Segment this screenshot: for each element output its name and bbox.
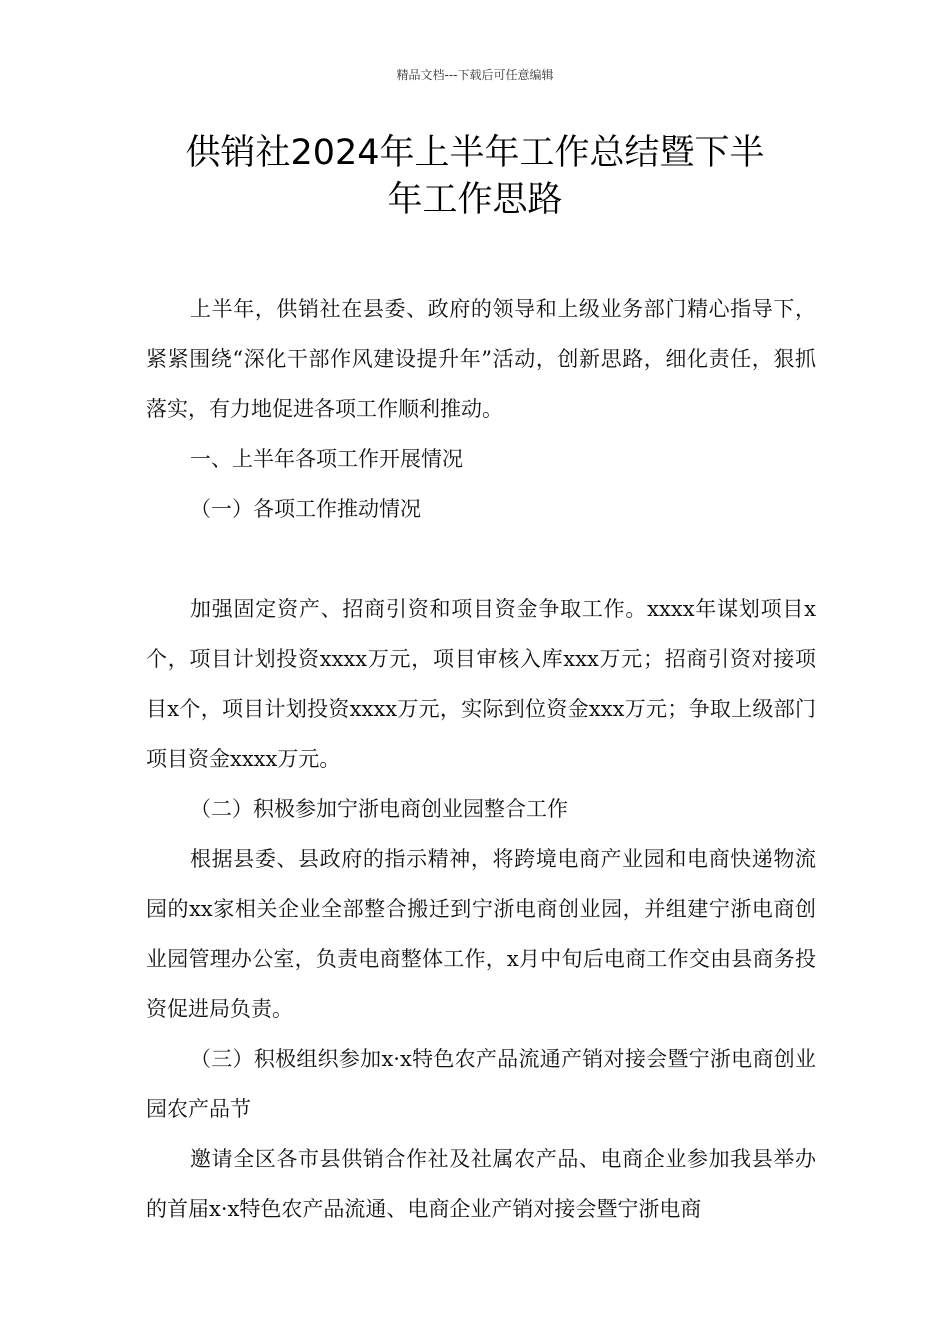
header-note: 精品文档---下载后可任意编辑 (396, 68, 554, 82)
title-line-2: 年工作思路 (387, 180, 563, 220)
section-heading-1: 一、上半年各项工作开展情况 (190, 447, 463, 471)
paragraph-investment: 加强固定资产、招商引资和项目资金争取工作。xxxx年谋划项目x个，项目计划投资xxxx万元，项目审核入库xxx万元；招商引资对接项目x个，项目计划投资xxxx万元，实际到位资金xxx万元；争取上级部门项目资金xxxx万元。 (146, 597, 816, 771)
paragraph-intro: 上半年，供销社在县委、政府的领导和上级业务部门精心指导下，紧紧围绕“深化干部作风建设提升年”活动，创新思路，细化责任，狠抓落实，有力地促进各项工作顺利推动。 (146, 297, 816, 421)
paragraph-agri-fair: 邀请全区各市县供销合作社及社属农产品、电商企业参加我县举办的首届x·x特色农产品流通、电商企业产销对接会暨宁浙电商 (146, 1147, 816, 1221)
document-title (120, 130, 830, 224)
document-body (146, 284, 816, 1234)
subsection-heading-1: （一）各项工作推动情况 (190, 497, 421, 521)
paragraph-ecommerce-park: 根据县委、县政府的指示精神，将跨境电商产业园和电商快递物流园的xx家相关企业全部整合搬迁到宁浙电商创业园，并组建宁浙电商创业园管理办公室，负责电商整体工作，x月中旬后电商工作交由县商务投资促进局负责。 (146, 847, 816, 1021)
subsection-heading-2: （二）积极参加宁浙电商创业园整合工作 (190, 797, 568, 821)
title-line-1: 供销社2024年上半年工作总结暨下半 (185, 133, 765, 173)
subsection-heading-3: （三）积极组织参加x·x特色农产品流通产销对接会暨宁浙电商创业园农产品节 (146, 1047, 816, 1121)
